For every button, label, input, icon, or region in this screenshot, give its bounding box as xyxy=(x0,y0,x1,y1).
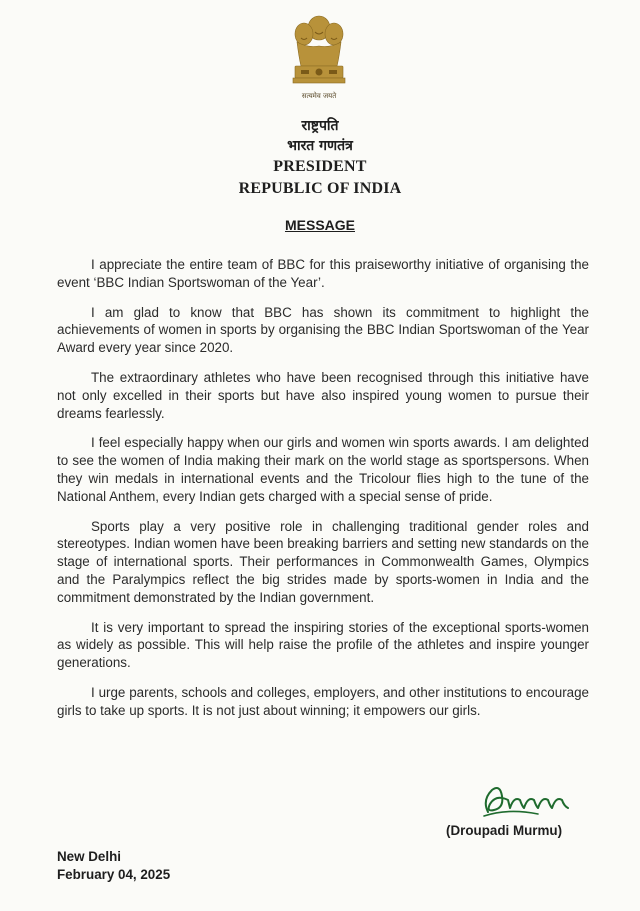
place: New Delhi xyxy=(57,849,121,864)
paragraph: I appreciate the entire team of BBC for this praiseworthy initiative of organising the event ‘BBC Indian Sportswoman of the Year’. xyxy=(57,257,589,290)
message-body xyxy=(57,256,589,732)
paragraph: The extraordinary athletes who have been recognised through this initiative have not only excelled in their sports but have also inspired young women to pursue their dreams fearlessly. xyxy=(57,369,589,421)
letterhead-hindi-title: राष्ट्रपति xyxy=(301,118,339,134)
letterhead xyxy=(0,116,640,200)
national-emblem-icon xyxy=(287,14,351,106)
place-and-date xyxy=(57,848,170,884)
paragraph: I am glad to know that BBC has shown its commitment to highlight the achievements of women in sports by organising the BBC Indian Sportswoman of the Year Award every year since 2020. xyxy=(57,304,589,356)
signer-name: (Droupadi Murmu) xyxy=(446,823,563,838)
emblem-motto: सत्यमेव जयते xyxy=(301,92,337,100)
paragraph: It is very important to spread the inspiring stories of the exceptional sports-women as widely as possible. This will help raise the profile of the athletes and inspire younger generations. xyxy=(57,619,589,671)
letterhead-hindi-country: भारत गणतंत्र xyxy=(287,138,353,154)
paragraph: I feel especially happy when our girls and women win sports awards. I am delighted to see the women of India making their mark on the world stage as sportspersons. When they win medals in international events and the Tricolour flies high to the tune of the National Anthem, every Indian gets charged with a special sense of pride. xyxy=(57,435,589,504)
letterhead-country: REPUBLIC OF INDIA xyxy=(238,180,402,197)
signature-icon xyxy=(478,778,578,822)
paragraph: I urge parents, schools and colleges, employers, and other institutions to encourage girls to take up sports. It is not just about winning; it empowers our girls. xyxy=(57,684,589,718)
paragraph: Sports play a very positive role in challenging traditional gender roles and stereotypes. Indian women have been breaking barriers and setting new standards on the stage of international sports. Their performances in Commonwealth Games, Olympics and the Paralympics reflect the big strides made by sports-women in India and the commitment demonstrated by the Indian government. xyxy=(57,518,589,605)
message-heading: MESSAGE xyxy=(284,217,355,233)
letterhead-title: PRESIDENT xyxy=(273,158,367,175)
date: February 04, 2025 xyxy=(57,867,171,882)
